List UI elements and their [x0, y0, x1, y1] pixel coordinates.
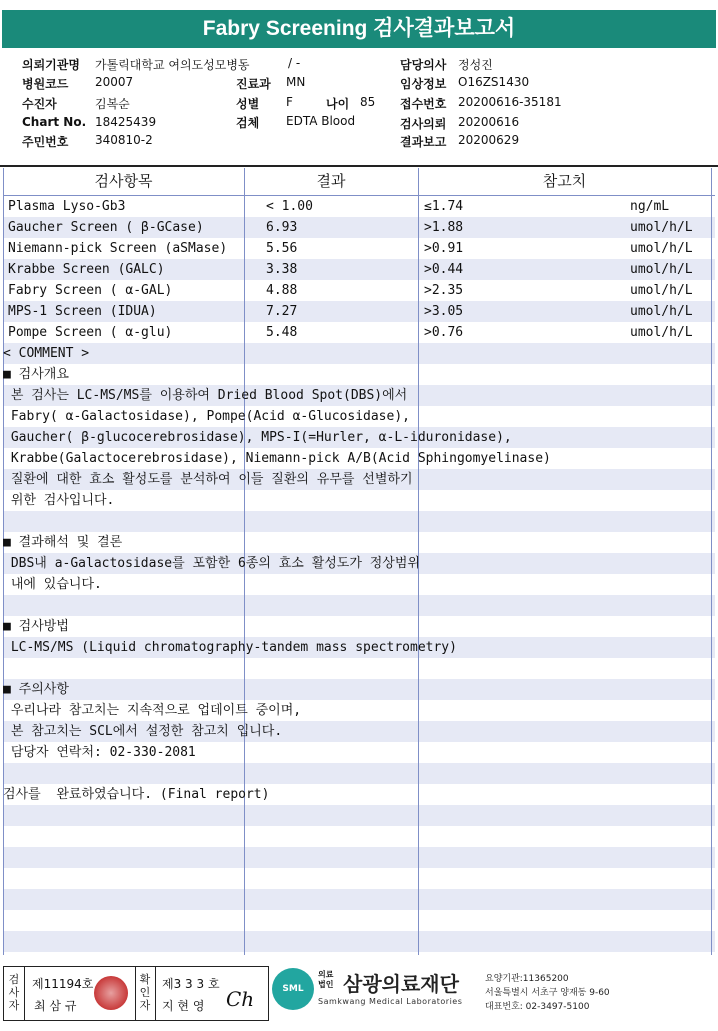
row-band [3, 364, 715, 385]
result-value: 6.93 [266, 220, 298, 235]
result-item: Gaucher Screen ( β-GCase) [8, 220, 204, 235]
institution-value: 가톨릭대학교 여의도성모병동 [95, 58, 250, 72]
chart-value: 18425439 [95, 115, 157, 129]
signature: Ch [226, 987, 255, 1011]
row-band [3, 763, 715, 784]
id-label: 주민번호 [22, 135, 69, 149]
row-band [3, 826, 715, 847]
result-reference: ≤1.74 [424, 199, 464, 214]
result-reference: >0.44 [424, 262, 464, 277]
result-unit: umol/h/L [630, 283, 693, 298]
comment-line: 우리나라 참고치는 지속적으로 업데이트 중이며, [3, 703, 302, 718]
comment-line: Fabry( α-Galactosidase), Pompe(Acid α-Glucosidase), [3, 409, 410, 424]
age-value: 85 [360, 95, 376, 109]
org-address: 서울특별시 서초구 양재동 9-60 [485, 988, 610, 998]
request-label: 검사의뢰 [400, 117, 447, 131]
result-reference: >0.76 [424, 325, 464, 340]
col-header-reference: 참고치 [542, 172, 587, 190]
result-unit: umol/h/L [630, 220, 693, 235]
specimen-label: 검체 [236, 116, 260, 130]
result-reference: >1.88 [424, 220, 464, 235]
org-name: 삼광의료재단 [343, 972, 459, 996]
result-item: MPS-1 Screen (IDUA) [8, 304, 157, 319]
row-band [3, 910, 715, 931]
dept-label: 진료과 [236, 77, 271, 91]
row-band [3, 658, 715, 679]
col-header-item: 검사항목 [94, 172, 153, 190]
sig-divider-2 [135, 967, 136, 1020]
result-unit: umol/h/L [630, 325, 693, 340]
row-band [3, 511, 715, 532]
header-divider [0, 165, 718, 167]
id-value: 340810-2 [95, 133, 153, 147]
comment-line: Gaucher( β-glucocerebrosidase), MPS-I(=Hurler, α-L-iduronidase), [3, 430, 512, 445]
doctor-label: 담당의사 [400, 58, 447, 72]
comment-line: DBS내 a-Galactosidase를 포함한 6종의 효소 활성도가 정상범위 [3, 556, 420, 571]
org-subtitle: Samkwang Medical Laboratories [318, 997, 463, 1006]
examiner-name: 최 삼 규 [34, 999, 77, 1013]
seal-stamp-icon [94, 976, 128, 1010]
ward-value: / - [288, 56, 301, 70]
report-date-label: 결과보고 [400, 135, 447, 149]
clinical-label: 임상정보 [400, 77, 447, 91]
institution-label: 의뢰기관명 [22, 58, 80, 72]
sex-label: 성별 [236, 97, 260, 111]
row-band [3, 595, 715, 616]
specimen-value: EDTA Blood [286, 114, 356, 128]
examiner-label: 검사자 [8, 973, 20, 1012]
results-grid [3, 168, 715, 955]
report-title: Fabry Screening 검사결과보고서 [2, 10, 716, 48]
comment-line: 본 참고치는 SCL에서 설정한 참고치 입니다. [3, 724, 283, 739]
confirmer-label: 확인자 [139, 973, 151, 1012]
comment-line: 검사를 완료하였습니다. (Final report) [3, 787, 270, 802]
result-unit: umol/h/L [630, 241, 693, 256]
clinical-value: O16ZS1430 [458, 75, 530, 89]
comment-line: ■ 주의사항 [3, 682, 69, 697]
confirmer-name: 지 현 영 [162, 999, 205, 1013]
comment-line: 내에 있습니다. [3, 577, 102, 592]
comment-line: 질환에 대한 효소 활성도를 분석하여 이들 질환의 유무를 선별하기 [3, 472, 413, 487]
result-value: < 1.00 [266, 199, 313, 214]
comment-line: LC-MS/MS (Liquid chromatography-tandem mass spectrometry) [3, 640, 457, 655]
comment-line: ■ 검사개요 [3, 367, 69, 382]
receipt-value: 20200616-35181 [458, 95, 562, 109]
examiner-number: 제11194호 [32, 977, 94, 991]
row-band [3, 931, 715, 952]
col-header-result: 결과 [316, 172, 346, 190]
sex-value: F [286, 95, 293, 109]
recipient-value: 김복순 [95, 97, 130, 111]
sig-divider-3 [155, 967, 156, 1020]
doctor-value: 정성진 [458, 58, 493, 72]
hospital-code-value: 20007 [95, 75, 134, 89]
row-band [3, 679, 715, 700]
row-band [3, 616, 715, 637]
receipt-label: 접수번호 [400, 97, 447, 111]
result-value: 5.56 [266, 241, 298, 256]
comment-line: ■ 결과해석 및 결론 [3, 535, 123, 550]
result-item: Fabry Screen ( α-GAL) [8, 283, 173, 298]
result-item: Pompe Screen ( α-glu) [8, 325, 173, 340]
confirmer-number: 제3 3 3 호 [162, 977, 220, 991]
result-value: 7.27 [266, 304, 298, 319]
report-date-value: 20200629 [458, 133, 520, 147]
result-reference: >0.91 [424, 241, 464, 256]
row-band [3, 952, 715, 955]
result-unit: umol/h/L [630, 262, 693, 277]
result-unit: ng/mL [630, 199, 670, 214]
recipient-label: 수진자 [22, 97, 57, 111]
dept-value: MN [286, 75, 306, 89]
org-code: 요양기관:11365200 [485, 974, 569, 984]
grid-line-right [711, 168, 712, 955]
comment-line: ■ 검사방법 [3, 619, 69, 634]
result-value: 4.88 [266, 283, 298, 298]
result-item: Krabbe Screen (GALC) [8, 262, 165, 277]
result-item: Niemann-pick Screen (aSMase) [8, 241, 228, 256]
chart-label: Chart No. [22, 115, 87, 129]
row-band [3, 805, 715, 826]
comment-line: Krabbe(Galactocerebrosidase), Niemann-pick A/B(Acid Sphingomyelinase) [3, 451, 551, 466]
comment-line: 본 검사는 LC-MS/MS를 이용하여 Dried Blood Spot(DBS)에서 [3, 388, 408, 403]
hospital-code-label: 병원코드 [22, 77, 69, 91]
signature-box [3, 966, 269, 1021]
sig-divider-1 [24, 967, 25, 1020]
age-label: 나이 [326, 97, 350, 111]
comment-line: < COMMENT > [3, 346, 90, 361]
result-reference: >3.05 [424, 304, 464, 319]
comment-line: 위한 검사입니다. [3, 493, 115, 508]
request-value: 20200616 [458, 115, 520, 129]
row-band [3, 574, 715, 595]
result-value: 3.38 [266, 262, 298, 277]
row-band [3, 868, 715, 889]
org-prefix: 의료법인 [318, 970, 334, 989]
row-band [3, 847, 715, 868]
org-phone: 대표번호: 02-3497-5100 [485, 1002, 590, 1012]
result-unit: umol/h/L [630, 304, 693, 319]
comment-line: 담당자 연락처: 02-330-2081 [3, 745, 196, 760]
sml-logo-icon: SML [272, 968, 314, 1010]
result-value: 5.48 [266, 325, 298, 340]
result-item: Plasma Lyso-Gb3 [8, 199, 126, 214]
row-band [3, 343, 715, 364]
result-reference: >2.35 [424, 283, 464, 298]
row-band [3, 889, 715, 910]
